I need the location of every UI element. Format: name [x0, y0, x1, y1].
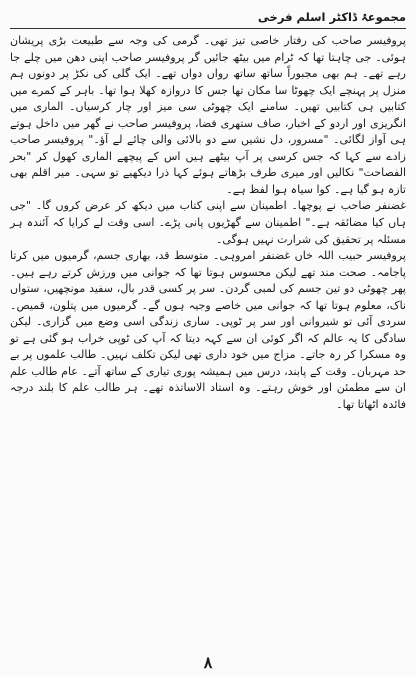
- body-text: [10, 33, 406, 414]
- running-header: مجموعۂ ڈاکٹر اسلم فرخی: [257, 10, 406, 24]
- paragraph: پروفیسر صاحب کی رفتار خاصی تیز تھی۔ گرمی کی وجہ سے طبیعت بڑی پریشان ہوئی۔ جی چاہتا تھا کہ ٹرام میں بیٹھ جائیں گر پروفیسر صاحب اپنی دھن میں چلے جا رہے تھے۔ ہم بھی مجبوراً ساتھ ساتھ رواں دواں تھے۔ ایک گلی کی نکڑ پر دونوں ہم منزل پر پہنچے ایک چھوٹا سا مکان تھا جس کا دروازہ کھلا ہوا تھا۔ باہر کے کمرے میں کتابیں ہی کتابیں تھیں۔ سامنے ایک چھوٹی سی میز اور چار کرسیاں۔ الماری میں انگریزی اور اردو کے اخبار، صاف ستھری فضا، پروفیسر صاحب نے گھر میں داخل ہوتے ہی آواز لگائی۔ "مسرور، دل نشیں سے دو بالائی والی چائے لے آؤ۔" پروفیسر صاحب زادے سے کہا کہ جس کرسی پر آپ بیٹھے ہیں اس کے پیچھے الماری کھول کر "بحر الفصاحت" نکالیں اور میری طرف بڑھاتے ہوئے کہا ذرا دیکھیے تو سہی۔ میر اقلم بھی تازہ ہو گیا ہے۔ کوا سیاہ ہوا لفظ ہے۔: [10, 34, 406, 196]
- header-rule: [10, 28, 406, 29]
- paragraph: غضنفر صاحب نے پوچھا۔ اطمینان سے اپنی کتاب میں دیکھ کر عرض کروں گا۔ "جی ہاں کیا مضائقہ ہے۔" اطمینان سے گھڑیوں پانی پڑے۔ اسی وقت لے کرایا کہ آئندہ ہر مسئلہ پر تحقیق کی شرارت نہیں ہوگی۔: [10, 199, 406, 246]
- page-number: ۸: [203, 653, 213, 672]
- paragraph: پروفیسر حبیب اللہ خاں غضنفر امروہی۔ متوسط قد، بھاری جسم، گرمیوں میں کرتا پاجامہ۔ صحت مند تھے لیکن محسوس ہوتا تھا کہ جوانی میں ورزش کرتے رہے ہیں۔ پھر چھوٹی دو تین جسم کی لمبی گردن۔ سر پر کسی قدر بال، سفید مونچھیں، ستواں ناک، معلوم ہوتا تھا کہ جوانی میں خاصے وجیہ ہوں گے۔ گرمیوں میں پتلون، قمیص۔ سردی آئی تو شیروانی اور سر پر ٹوپی۔ ساری زندگی اسی وضع میں گزاری۔ لیکن سادگی کا یہ عالم کہ اگر کوئی ان سے کہہ دیتا کہ آپ کی ٹوپی خراب ہو گئی ہے تو وہ مسکرا کر رہ جاتے۔ مزاج میں خود داری تھی لیکن تکلف نہیں۔ طالب علموں پر بے حد مہربان۔ وقت کے پابند، درس میں ہمیشہ پوری تیاری کے ساتھ آتے۔ عام طالب علم ان سے مطمئن اور خوش رہتے۔ وہ استاد الاساتذہ تھے۔ ہر طالب علم کا بلند درجہ فائدہ اٹھاتا تھا۔: [10, 249, 406, 412]
